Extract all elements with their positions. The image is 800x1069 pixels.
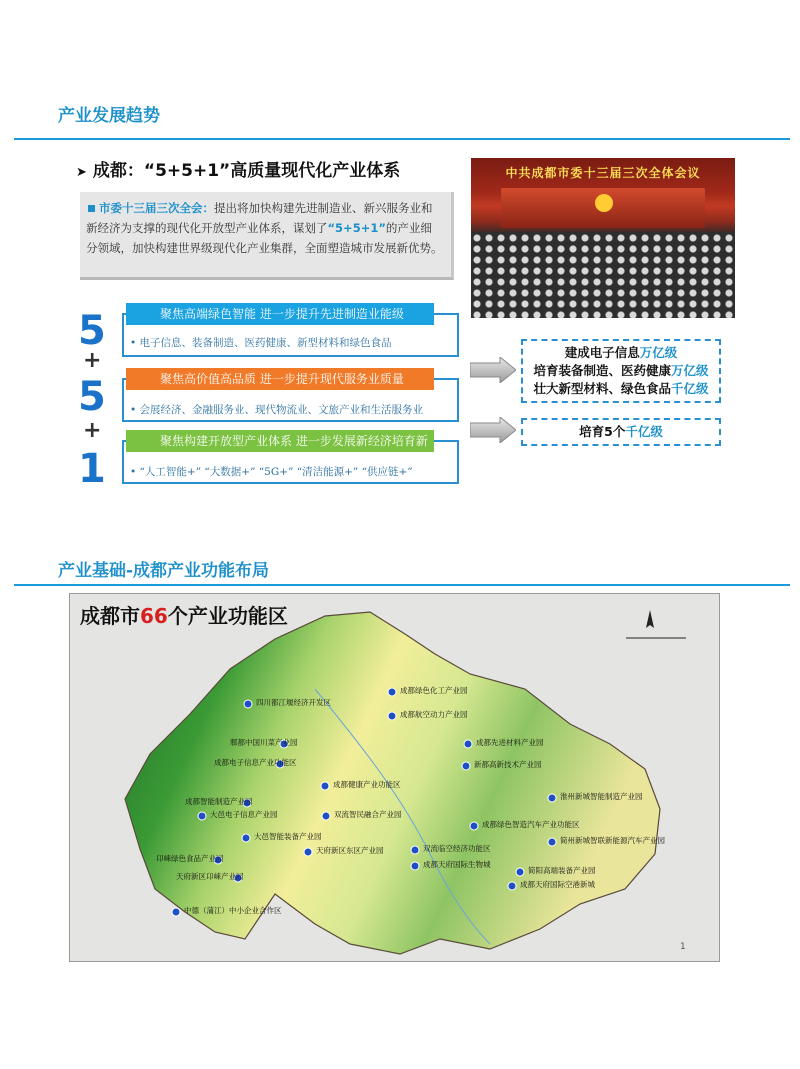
park-label: 成都天府国际生物城: [423, 860, 491, 869]
photo-banner: 中共成都市委十三届三次全体会议: [505, 166, 701, 180]
new-economy-box-header: 聚焦构建开放型产业体系 进一步发展新经济培育新动能: [126, 430, 434, 452]
park-label: 成都天府国际空港新城: [520, 880, 595, 889]
number-5-second: 5: [78, 374, 106, 420]
plenary-meeting-photo: [471, 158, 735, 318]
callout-text-2: 的产业细分领域，加快构建世界级现代化产业集群，全面塑造城市发展新优势。: [86, 221, 443, 255]
park-label: 中德（蒲江）中小企业合作区: [184, 906, 282, 915]
park-marker: [321, 782, 329, 790]
callout-text-1: 提出将加快构建先进制造业、新兴服务业和新经济为支撑的现代化开放型产业体系，谋划了: [86, 201, 433, 235]
plenary-callout: [80, 192, 454, 280]
new-economy-target-box: 培育5个千亿级: [521, 418, 721, 446]
park-label: 成都先进材料产业园: [476, 738, 544, 747]
park-label: 大邑电子信息产业园: [210, 810, 278, 819]
park-label: 简州新城智联新能源汽车产业园: [560, 836, 665, 845]
park-marker: [388, 688, 396, 696]
photo-audience: [471, 232, 735, 318]
park-label: 双流临空经济功能区: [423, 844, 491, 853]
park-label: 天府新区东区产业园: [316, 846, 384, 855]
services-box-items: • 会展经济、金融服务业、现代物流业、文旅产业和生活服务业: [130, 404, 424, 416]
park-marker: [462, 762, 470, 770]
park-marker: [411, 846, 419, 854]
park-marker: [172, 908, 180, 916]
park-marker: [508, 882, 516, 890]
arrow-bullet-icon: ➤: [76, 165, 87, 180]
park-marker: [242, 834, 250, 842]
park-marker: [411, 862, 419, 870]
park-label: 成都绿色智造汽车产业功能区: [482, 820, 580, 829]
target-line-3: 壮大新型材料、绿色食品千亿级: [533, 381, 709, 396]
target-line-2: 培育装备制造、医药健康万亿级: [533, 363, 709, 378]
section-title-trends: 产业发展趋势: [58, 106, 160, 126]
park-marker: [304, 848, 312, 856]
plus-sign-2: +: [83, 418, 102, 443]
manufacturing-box-items: • 电子信息、装备制造、医药健康、新型材料和绿色食品: [130, 337, 392, 349]
target-line-1: 建成电子信息万亿级: [564, 345, 678, 360]
park-marker: [388, 712, 396, 720]
section-divider: [14, 584, 790, 586]
map-page-mark: 1: [680, 942, 686, 952]
plus-sign-1: +: [83, 348, 102, 373]
compass-icon: [626, 610, 686, 638]
park-marker: [322, 812, 330, 820]
section-divider: [14, 138, 790, 140]
park-label: 双流智民融合产业园: [334, 810, 402, 819]
park-marker: [548, 838, 556, 846]
callout-lead: 市委十三届三次全会：: [99, 201, 214, 215]
park-marker: [198, 812, 206, 820]
park-label: 四川都江堰经济开发区: [256, 698, 331, 707]
industry-zone-map: [69, 593, 720, 962]
map-title: 成都市66个产业功能区: [80, 604, 288, 628]
number-1: 1: [78, 446, 106, 492]
park-label: 成都绿色化工产业园: [400, 686, 468, 695]
park-label: 天府新区卬崃产业园: [176, 872, 244, 881]
manufacturing-box-header: 聚焦高端绿色智能 进一步提升先进制造业能级: [126, 303, 434, 325]
park-label: 淮州新城智能制造产业园: [560, 792, 643, 801]
park-label: 成都航空动力产业园: [400, 710, 468, 719]
services-box-header: 聚焦高价值高品质 进一步提升现代服务业质量: [126, 368, 434, 390]
right-arrow-icon: [470, 417, 516, 443]
party-emblem-icon: [595, 194, 613, 212]
park-marker: [470, 822, 478, 830]
park-label: 新都高新技术产业园: [474, 760, 542, 769]
park-marker: [516, 868, 524, 876]
park-label: 成都智能制造产业园: [185, 797, 253, 806]
square-bullet-icon: [88, 205, 95, 212]
park-label: 成都电子信息产业功能区: [214, 758, 297, 767]
number-5-first: 5: [78, 308, 106, 354]
park-label: 成都健康产业功能区: [333, 780, 401, 789]
park-label: 简阳高端装备产业园: [528, 866, 596, 875]
park-label: 卬崃绿色食品产业园: [156, 854, 224, 863]
park-marker: [464, 740, 472, 748]
park-marker: [548, 794, 556, 802]
map-canvas: [70, 594, 720, 962]
subheading-text: 成都：“5+5+1”高质量现代化产业体系: [92, 161, 401, 181]
right-arrow-icon: [470, 357, 516, 383]
park-label: 大邑智能装备产业园: [254, 832, 322, 841]
park-label: 郫都中国川菜产业园: [230, 738, 298, 747]
new-economy-box-items: • “人工智能+” “大数据+” “5G+” “清洁能源+” “供应链+”: [130, 466, 413, 478]
callout-highlight: “5+5+1”: [327, 221, 386, 235]
subheading: [76, 156, 400, 181]
park-marker: [244, 700, 252, 708]
scale-target-box: [521, 339, 721, 403]
section-title-layout: 产业基础-成都产业功能布局: [58, 561, 270, 581]
